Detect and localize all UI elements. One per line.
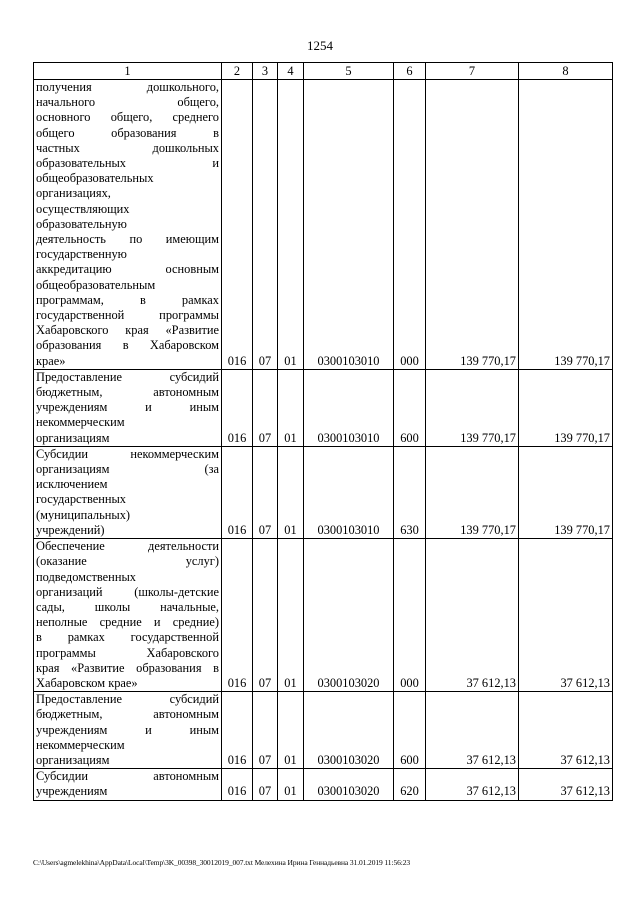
amount-cell: 139 770,17 (426, 369, 519, 446)
row-name-line: Хабаровском крае» (36, 675, 138, 690)
row-name-line: неполные средние и средние) (36, 615, 219, 630)
footer-file-path: C:\Users\agmelekhina\AppData\Local\Temp\3K_00398_30012019_007.txt Мелехина Ирина Геннадьевна 31.01.2019 11:56:23 (33, 858, 411, 867)
row-name-line: образования в Хабаровском (36, 338, 219, 353)
admin-code-cell: 016 (222, 769, 253, 800)
row-name-line: программам, в рамках (36, 292, 219, 307)
row-name-line: частных дошкольных (36, 140, 219, 155)
table-row (34, 446, 613, 538)
target-article-cell: 0300103010 (304, 446, 394, 538)
row-name-line: Обеспечение деятельности (36, 539, 219, 554)
row-name-cell (34, 539, 222, 692)
expense-type-cell: 600 (394, 369, 426, 446)
row-name-line: в рамках государственной (36, 630, 219, 645)
target-article-cell: 0300103010 (304, 369, 394, 446)
expense-type-cell: 000 (394, 539, 426, 692)
section-code-cell: 07 (253, 769, 278, 800)
admin-code-cell: 016 (222, 692, 253, 769)
table-row (34, 539, 613, 692)
admin-code-cell: 016 (222, 369, 253, 446)
row-name-line: (муниципальных) (36, 507, 131, 522)
row-name-cell (34, 692, 222, 769)
column-header: 6 (394, 63, 426, 80)
subsection-code-cell: 01 (278, 692, 304, 769)
row-name-line: организациям (36, 752, 110, 767)
amount-cell: 139 770,17 (426, 80, 519, 370)
section-code-cell: 07 (253, 692, 278, 769)
target-article-cell: 0300103020 (304, 539, 394, 692)
row-name-line: некоммерческим (36, 737, 125, 752)
row-name-line: организациям (за (36, 462, 219, 477)
expense-type-cell: 000 (394, 80, 426, 370)
amount-cell: 139 770,17 (426, 446, 519, 538)
budget-table (33, 62, 613, 801)
expense-type-cell: 600 (394, 692, 426, 769)
row-name-line: общеобразовательным (36, 277, 156, 292)
subsection-code-cell: 01 (278, 369, 304, 446)
subsection-code-cell: 01 (278, 80, 304, 370)
admin-code-cell: 016 (222, 539, 253, 692)
row-name-line: общего образования в (36, 125, 219, 140)
row-name-cell (34, 80, 222, 370)
amount-cell: 37 612,13 (426, 692, 519, 769)
row-name-line: государственных (36, 492, 127, 507)
amount-cell: 37 612,13 (426, 769, 519, 800)
section-code-cell: 07 (253, 446, 278, 538)
table-row (34, 369, 613, 446)
row-name-line: государственной программы (36, 308, 219, 323)
row-name-line: образовательных и (36, 156, 219, 171)
row-name-line: осуществляющих (36, 201, 130, 216)
amount-total-cell: 37 612,13 (519, 539, 613, 692)
row-name-line: некоммерческим (36, 415, 125, 430)
row-name-line: получения дошкольного, (36, 80, 219, 94)
row-name-cell (34, 446, 222, 538)
row-name-line: подведомственных (36, 569, 136, 584)
row-name-line: учреждениям и иным (36, 400, 219, 415)
amount-total-cell: 139 770,17 (519, 446, 613, 538)
row-name-line: исключением (36, 477, 108, 492)
table-row (34, 80, 613, 370)
section-code-cell: 07 (253, 539, 278, 692)
header-row (34, 63, 613, 80)
row-name-line: деятельность по имеющим (36, 232, 219, 247)
row-name-line: учреждений) (36, 522, 105, 537)
table-row (34, 769, 613, 800)
section-code-cell: 07 (253, 80, 278, 370)
row-name-line: учреждениям (36, 784, 108, 799)
subsection-code-cell: 01 (278, 446, 304, 538)
row-name-line: Субсидии некоммерческим (36, 446, 219, 461)
row-name-line: государственную (36, 247, 127, 262)
admin-code-cell: 016 (222, 80, 253, 370)
amount-total-cell: 37 612,13 (519, 692, 613, 769)
row-name-cell (34, 769, 222, 800)
row-name-line: организациях, (36, 186, 111, 201)
row-name-line: Хабаровского края «Развитие (36, 323, 219, 338)
target-article-cell: 0300103020 (304, 769, 394, 800)
row-name-line: Предоставление субсидий (36, 369, 219, 384)
row-name-line: аккредитацию основным (36, 262, 219, 277)
subsection-code-cell: 01 (278, 539, 304, 692)
row-name-cell (34, 369, 222, 446)
row-name-line: Предоставление субсидий (36, 692, 219, 707)
amount-cell: 37 612,13 (426, 539, 519, 692)
row-name-line: начального общего, (36, 95, 219, 110)
row-name-line: учреждениям и иным (36, 722, 219, 737)
row-name-line: Субсидии автономным (36, 769, 219, 784)
amount-total-cell: 37 612,13 (519, 769, 613, 800)
row-name-line: сады, школы начальные, (36, 599, 219, 614)
row-name-line: крае» (36, 353, 66, 368)
row-name-line: основного общего, среднего (36, 110, 219, 125)
table-body (34, 80, 613, 801)
expense-type-cell: 620 (394, 769, 426, 800)
page-number: 1254 (307, 38, 333, 53)
subsection-code-cell: 01 (278, 769, 304, 800)
column-header: 1 (34, 63, 222, 80)
row-name-line: организациям (36, 430, 110, 445)
target-article-cell: 0300103020 (304, 692, 394, 769)
row-name-line: организаций (школы-детские (36, 584, 219, 599)
column-header: 2 (222, 63, 253, 80)
row-name-line: края «Развитие образования в (36, 660, 219, 675)
row-name-line: (оказание услуг) (36, 554, 219, 569)
row-name-line: образовательную (36, 216, 127, 231)
column-header: 4 (278, 63, 304, 80)
column-header: 8 (519, 63, 613, 80)
target-article-cell: 0300103010 (304, 80, 394, 370)
amount-total-cell: 139 770,17 (519, 80, 613, 370)
expense-type-cell: 630 (394, 446, 426, 538)
column-header: 7 (426, 63, 519, 80)
row-name-line: бюджетным, автономным (36, 707, 219, 722)
table-row (34, 692, 613, 769)
row-name-line: бюджетным, автономным (36, 385, 219, 400)
column-header: 3 (253, 63, 278, 80)
amount-total-cell: 139 770,17 (519, 369, 613, 446)
column-header: 5 (304, 63, 394, 80)
admin-code-cell: 016 (222, 446, 253, 538)
row-name-line: программы Хабаровского (36, 645, 219, 660)
row-name-line: общеобразовательных (36, 171, 154, 186)
section-code-cell: 07 (253, 369, 278, 446)
